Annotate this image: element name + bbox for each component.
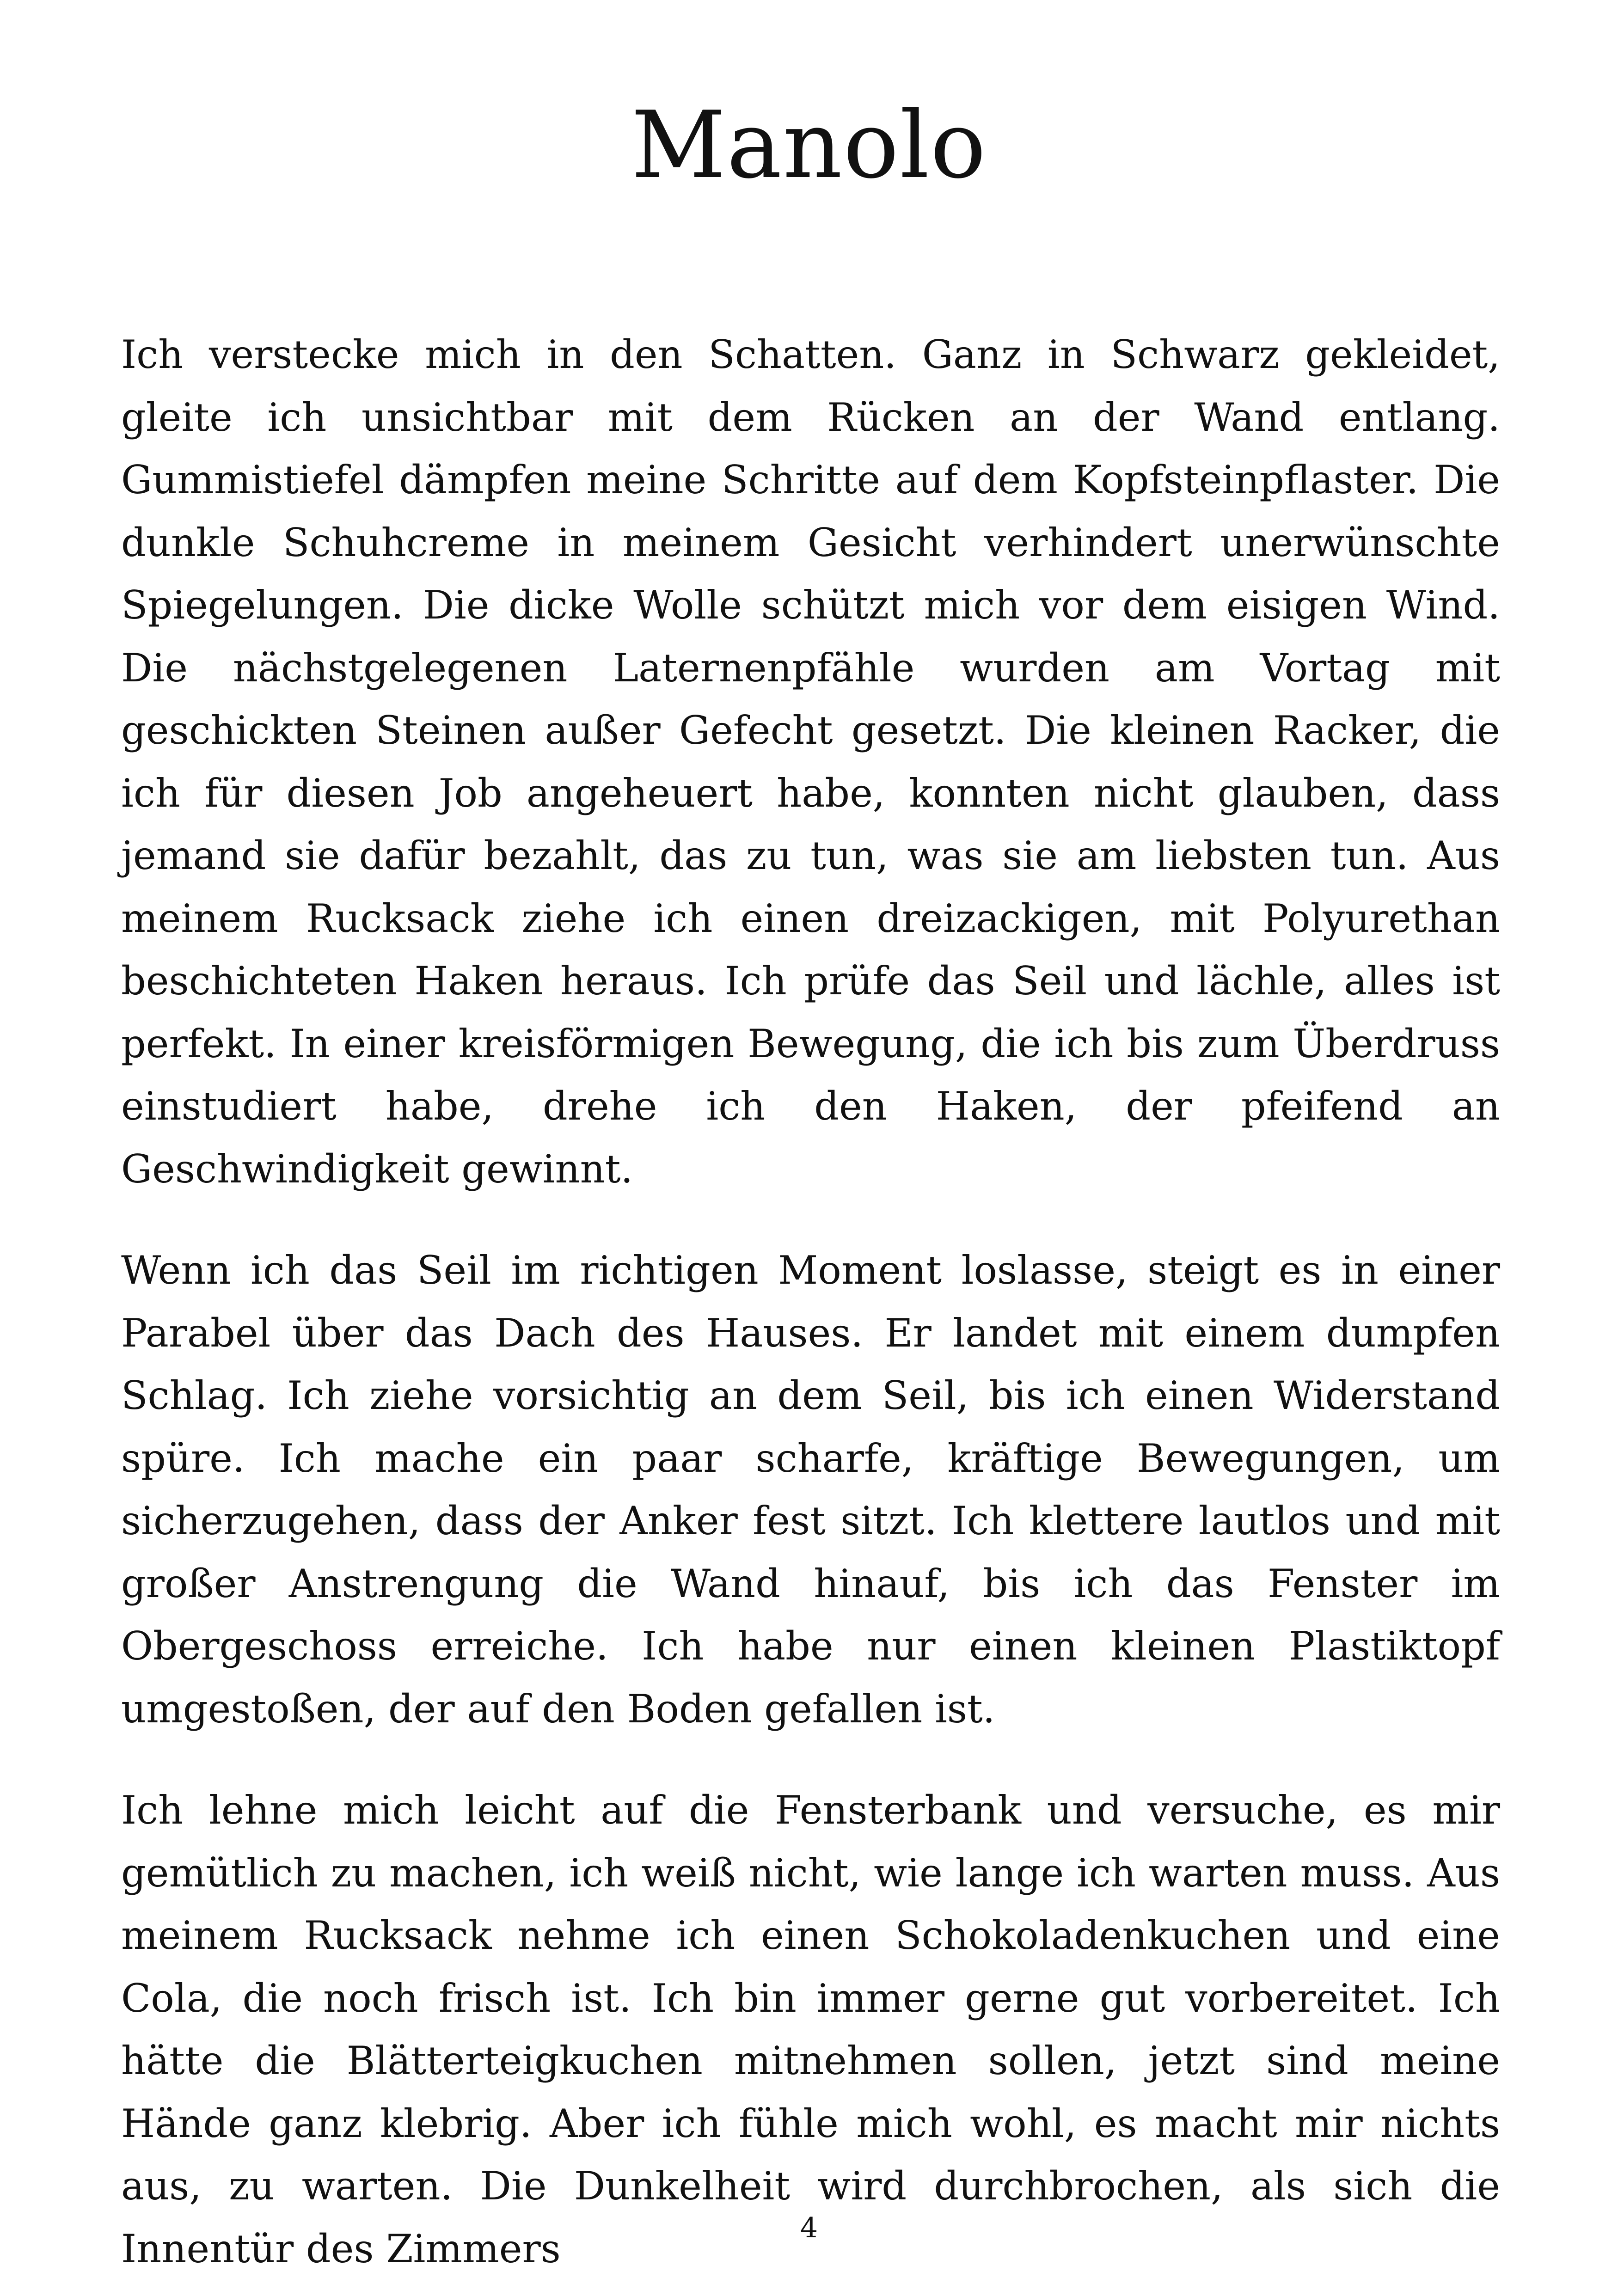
page-number: 4 xyxy=(800,2212,818,2244)
paragraph: Ich lehne mich leicht auf die Fensterbank und versuche, es mir gemütlich zu machen, ich weiß nicht, wie lange ich warten muss. Aus meinem Rucksack nehme ich einen Schokoladenkuchen und eine Cola, die noch frisch ist. Ich bin immer gerne gut vorbereitet. Ich hätte die Blätterteigkuchen mitnehmen sollen, jetzt sind meine Hände ganz klebrig. Aber ich fühle mich wohl, es macht mir nichts aus, zu warten. Die Dunkelheit wird durchbrochen, als sich die Innentür des Zimmers xyxy=(121,1788,1500,2272)
paragraph: Wenn ich das Seil im richtigen Moment loslasse, steigt es in einer Parabel über das Dach des Hauses. Er landet mit einem dumpfen Schlag. Ich ziehe vorsichtig an dem Seil, bis ich einen Widerstand spüre. Ich mache ein paar scharfe, kräftige Bewegungen, um sicherzugehen, dass der Anker fest sitzt. Ich klettere lautlos und mit großer Anstrengung die Wand hinauf, bis ich das Fenster im Obergeschoss erreiche. Ich habe nur einen kleinen Plastiktopf umgestoßen, der auf den Boden gefallen ist. xyxy=(121,1248,1500,1732)
body-text xyxy=(121,324,1500,2280)
paragraph: Ich verstecke mich in den Schatten. Ganz in Schwarz gekleidet, gleite ich unsichtbar mit dem Rücken an der Wand entlang. Gummistiefel dämpfen meine Schritte auf dem Kopfsteinpflaster. Die dunkle Schuhcreme in meinem Gesicht verhindert unerwünschte Spiegelungen. Die dicke Wolle schützt mich vor dem eisigen Wind. Die nächstgelegenen Laternenpfähle wurden am Vortag mit geschickten Steinen außer Gefecht gesetzt. Die kleinen Racker, die ich für diesen Job angeheuert habe, konnten nicht glauben, dass jemand sie dafür bezahlt, das zu tun, was sie am liebsten tun. Aus meinem Rucksack ziehe ich einen dreizackigen, mit Polyurethan beschichteten Haken heraus. Ich prüfe das Seil und lächle, alles ist perfekt. In einer kreisförmigen Bewegung, die ich bis zum Überdruss einstudiert habe, drehe ich den Haken, der pfeifend an Geschwindigkeit gewinnt. xyxy=(121,332,1500,1192)
chapter-title: Manolo xyxy=(631,92,987,199)
